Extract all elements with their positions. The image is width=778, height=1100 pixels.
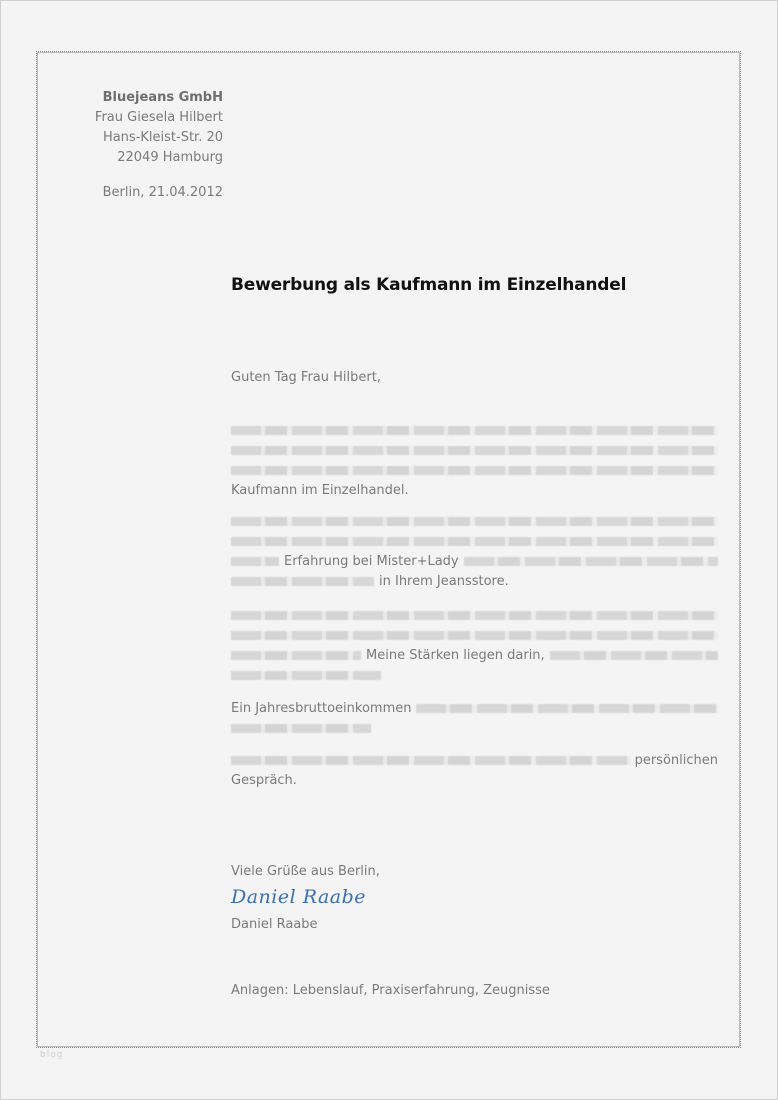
blurred-line [231, 460, 718, 480]
blurred-line [231, 440, 718, 460]
text-line [231, 770, 718, 790]
paragraph-5 [231, 750, 718, 790]
watermark: blog [40, 1050, 64, 1060]
text-line [231, 698, 718, 718]
text-line [231, 571, 718, 591]
blurred-line [231, 665, 718, 685]
closing: Viele Grüße aus Berlin, [231, 864, 380, 879]
paragraph-4-visible-text: Ein Jahresbruttoeinkommen [231, 700, 412, 716]
paragraph-1-visible-text: Kaufmann im Einzelhandel. [231, 482, 409, 498]
letter-date: Berlin, 21.04.2012 [102, 185, 223, 200]
paragraph-4 [231, 698, 718, 738]
attachments-line: Anlagen: Lebenslauf, Praxiserfahrung, Zeugnisse [231, 983, 550, 998]
greeting: Guten Tag Frau Hilbert, [231, 370, 381, 385]
text-line [231, 750, 718, 770]
text-line [231, 645, 718, 665]
text-line [231, 551, 718, 571]
paragraph-5-visible-text: persönlichen [634, 752, 718, 768]
paragraph-2 [231, 511, 718, 591]
recipient-city: 22049 Hamburg [117, 150, 223, 165]
paragraph-3-visible-text: Meine Stärken liegen darin, [366, 647, 545, 663]
recipient-address-block [95, 88, 223, 203]
blurred-line [231, 420, 718, 440]
letter-subject: Bewerbung als Kaufmann im Einzelhandel [231, 275, 627, 295]
paragraph-1 [231, 420, 718, 500]
blurred-line [231, 605, 718, 625]
paragraph-5-visible-end: Gespräch. [231, 772, 297, 788]
text-line [231, 480, 718, 500]
recipient-contact: Frau Giesela Hilbert [94, 110, 223, 125]
paragraph-2-visible-text: Erfahrung bei Mister+Lady [284, 553, 459, 569]
paragraph-2-visible-end: in Ihrem Jeansstore. [379, 573, 509, 589]
blurred-line [231, 625, 718, 645]
recipient-company: Bluejeans GmbH [102, 90, 223, 105]
blurred-line [231, 511, 718, 531]
signer-name: Daniel Raabe [231, 917, 318, 932]
paragraph-3 [231, 605, 718, 685]
blurred-line [231, 718, 718, 738]
recipient-street: Hans-Kleist-Str. 20 [102, 130, 223, 145]
handwritten-signature: Daniel Raabe [231, 886, 367, 908]
blurred-line [231, 531, 718, 551]
